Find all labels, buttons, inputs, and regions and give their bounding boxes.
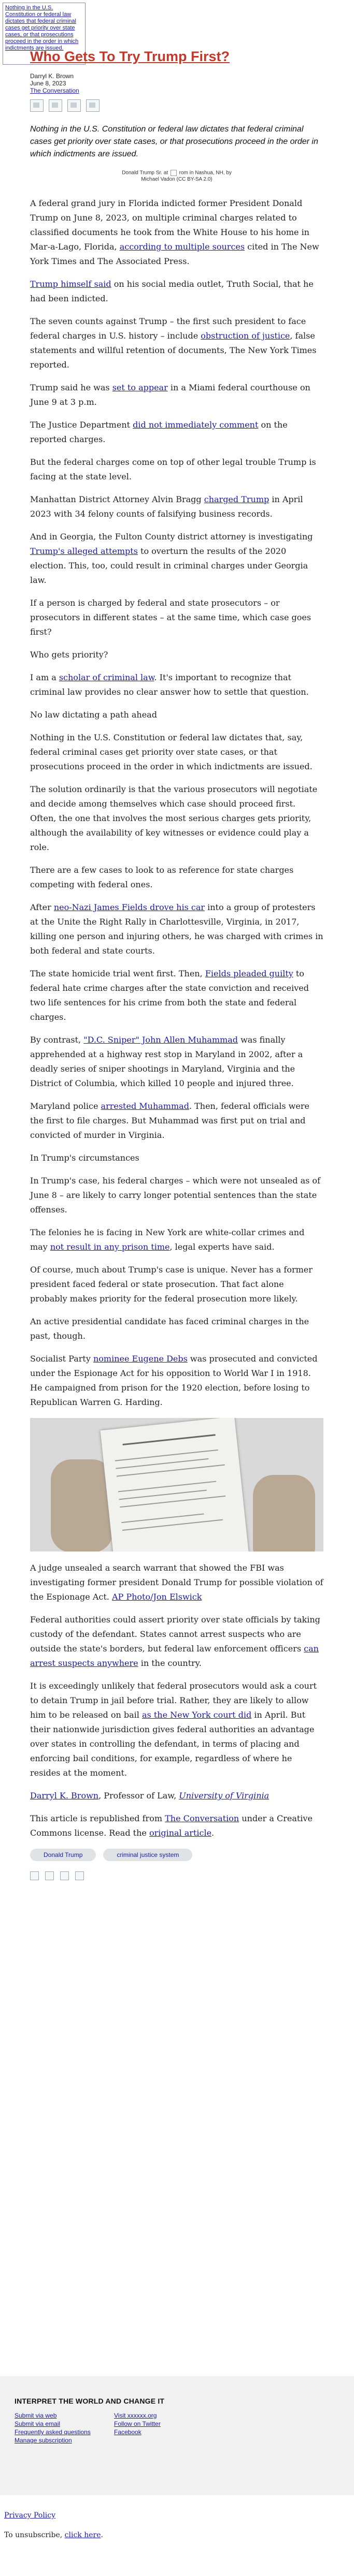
source-link[interactable]: The Conversation: [30, 87, 79, 94]
paragraph: Maryland police arrested Muhammad. Then, federal officials were the first to file charges. But Muhammad was first put on trial and convicted of murder in Virginia.: [30, 1101, 309, 1140]
paragraph: But the federal charges come on top of other legal trouble Trump is facing at the state level.: [30, 457, 316, 481]
paragraph: Trump said he was set to appear in a Miami federal courthouse on June 9 at 3 p.m.: [30, 382, 310, 407]
author-bio-link[interactable]: Darryl K. Brown: [30, 1790, 99, 1801]
paragraph: Manhattan District Attorney Alvin Bragg charged Trump in April 2023 with 34 felony counts of falsifying business records.: [30, 494, 303, 519]
paragraph: The felonies he is facing in New York are white-collar crimes and may not result in any prison time, legal experts have said.: [30, 1227, 305, 1252]
paragraph: Trump himself said on his social media outlet, Truth Social, that he had been indicted.: [30, 279, 314, 303]
caption-prefix: Donald Trump Sr. at: [122, 170, 168, 176]
paragraph: Federal authorities could assert priority over state officials by taking custody of the defendant. States cannot arrest suspects who are outside the state's borders, but federal law enforcement officers can arrest suspects anywhere in the country.: [30, 1614, 320, 1668]
article: [30, 48, 323, 1880]
article-summary: Nothing in the U.S. Constitution or federal law dictates that federal criminal cases get priority over state cases, or that prosecutions proceed in the order in which indictments are issued.: [30, 125, 318, 158]
footer: [0, 2376, 354, 2495]
inline-link[interactable]: Fields pleaded guilty: [205, 968, 293, 978]
inline-link[interactable]: scholar of criminal law: [59, 672, 154, 682]
paragraph: And in Georgia, the Fulton County district attorney is investigating Trump's alleged attempts to overturn the results of the 2020 election. This, too, could result in criminal charges under Georgia law.: [30, 531, 313, 585]
paragraph: It is exceedingly unlikely that federal prosecutors would ask a court to detain Trump in jail before trial. Rather, they are likely to allow him to be released on bail as the New York court did in April. But their nationwide jurisdiction gives federal authorities an advantage over states in controlling the defendant, in terms of placing and enforcing bail conditions, for example, regardless of where he resides at the moment.: [30, 1680, 317, 1778]
paragraph: The Justice Department did not immediately comment on the reported charges.: [30, 419, 288, 444]
privacy-policy-link[interactable]: Privacy Policy: [4, 2511, 56, 2520]
article-body-2: [30, 1613, 323, 1780]
inline-link[interactable]: set to appear: [112, 382, 168, 392]
warrant-document: [101, 1418, 250, 1552]
footer-link[interactable]: Facebook: [114, 2428, 141, 2436]
broken-image-icon: [171, 170, 177, 176]
footer-link[interactable]: Visit xxxxxx.org: [114, 2412, 157, 2419]
inline-link[interactable]: Trump himself said: [30, 279, 111, 289]
legal: Privacy Policy To unsubscribe, click here.: [4, 2511, 103, 2539]
hero-image-placeholder[interactable]: Nothing in the U.S. Constitution or federal law dictates that federal criminal cases get priority over state cases, or that prosecutions proceed in the order in which indictments are issued.: [3, 3, 86, 65]
footer-heading: INTERPRET THE WORLD AND CHANGE IT: [15, 2397, 165, 2405]
author-name: Darryl K. Brown: [30, 72, 74, 80]
paragraph: In Trump's case, his federal charges – which were not unsealed as of June 8 – are likely to carry longer potential sentences than the state offenses.: [30, 1175, 320, 1214]
paragraph: There are a few cases to look to as reference for state charges competing with federal ones.: [30, 865, 294, 889]
paragraph: The state homicide trial went first. Then, Fields pleaded guilty to federal hate crime charges after the state conviction and received two life sentences for his crime from both the state and federal charges.: [30, 968, 309, 1022]
figure-caption: A judge unsealed a search warrant that showed the FBI was investigating former president Donald Trump for possible violation of the Espionage Act. AP Photo/Jon Elswick: [30, 1562, 323, 1602]
paragraph: Of course, much about Trump's case is unique. Never has a former president faced federal or state prosecution. That fact alone probably makes priority for the federal prosecution more likely.: [30, 1264, 313, 1304]
paragraph: By contrast, "D.C. Sniper" John Allen Muhammad was finally apprehended at a highway rest stop in Maryland in 2002, after a deadly series of sniper shootings in Maryland, Virginia and the District of Columbia, which killed 10 people and injured three.: [30, 1034, 303, 1088]
inline-link[interactable]: charged Trump: [204, 494, 270, 504]
byline: [30, 72, 323, 94]
paragraph: An active presidential candidate has faced criminal charges in the past, though.: [30, 1316, 309, 1341]
original-article-link[interactable]: original article: [149, 1827, 212, 1838]
inline-link[interactable]: according to multiple sources: [119, 241, 245, 252]
caption-credit: Michael Vadon (CC BY-SA 2.0): [141, 176, 213, 182]
author-bio: Darryl K. Brown, Professor of Law, University of Virginia: [30, 1790, 270, 1801]
paragraph: The solution ordinarily is that the various prosecutors will negotiate and decide among themselves which case should proceed first. Often, the one that involves the most serious charges gets priority, although the availability of key witnesses or evidence could play a role.: [30, 784, 318, 852]
hand-left: [51, 1459, 113, 1552]
share-facebook-icon[interactable]: [45, 1871, 54, 1880]
conversation-link[interactable]: The Conversation: [165, 1813, 239, 1823]
footer-link[interactable]: Manage subscription: [15, 2437, 72, 2444]
photo-caption: [94, 170, 260, 183]
republish-note: This article is republished from The Conversation under a Creative Commons license. Read the original article.: [30, 1813, 313, 1838]
unsubscribe-link[interactable]: click here: [64, 2531, 101, 2539]
search-warrant-photo: [30, 1418, 323, 1552]
inline-link[interactable]: obstruction of justice: [201, 330, 290, 341]
footer-left-links: [15, 2411, 91, 2445]
inline-link[interactable]: "D.C. Sniper" John Allen Muhammad: [83, 1034, 238, 1045]
photo-credit-link[interactable]: AP Photo/Jon Elswick: [111, 1591, 202, 1602]
share-bar-bottom: [30, 1871, 323, 1880]
paragraph: Socialist Party nominee Eugene Debs was prosecuted and convicted under the Espionage Act for his opposition to World War I in 1918. He campaigned from prison for the 1920 election, before losing to Republican Warren G. Harding.: [30, 1353, 318, 1407]
paragraph: In Trump's circumstances: [30, 1152, 139, 1163]
tag-donald-trump[interactable]: Donald Trump: [30, 1849, 96, 1861]
share-linkedin-icon[interactable]: [75, 1871, 84, 1880]
share-email-icon[interactable]: [30, 99, 44, 112]
paragraph: I am a scholar of criminal law. It's important to recognize that criminal law provides no clear answer how to settle that question.: [30, 672, 309, 697]
footer-link[interactable]: Frequently asked questions: [15, 2428, 91, 2436]
inline-link[interactable]: nominee Eugene Debs: [93, 1353, 188, 1364]
paragraph: A federal grand jury in Florida indicted former President Donald Trump on June 8, 2023, on multiple criminal charges related to classified documents he took from the White House to his home in Mar-a-Lago, Florida, according to multiple sources cited in The New York Times and The Associated Press.: [30, 198, 319, 266]
tag-criminal-justice[interactable]: criminal justice system: [103, 1849, 192, 1861]
footer-link[interactable]: Submit via web: [15, 2412, 57, 2419]
share-twitter-icon[interactable]: [67, 99, 81, 112]
tag-list: [30, 1849, 323, 1861]
caption-middle: rom in Nashua, NH, by: [179, 170, 232, 176]
inline-link[interactable]: can arrest suspects anywhere: [30, 1643, 319, 1668]
inline-link[interactable]: did not immediately comment: [133, 419, 259, 430]
footer-right-links: [114, 2411, 161, 2436]
paragraph: No law dictating a path ahead: [30, 709, 157, 720]
share-email-icon[interactable]: [30, 1871, 39, 1880]
footer-link[interactable]: Submit via email: [15, 2420, 61, 2427]
paragraph: Who gets priority?: [30, 649, 108, 660]
inline-link[interactable]: Trump's alleged attempts: [30, 546, 138, 556]
share-facebook-icon[interactable]: [49, 99, 62, 112]
share-twitter-icon[interactable]: [60, 1871, 69, 1880]
paragraph: The seven counts against Trump – the first such president to face federal charges in U.S. history – include obstruction of justice, false statements and willful retention of documents, The New York Times reported.: [30, 316, 317, 370]
inline-link[interactable]: neo-Nazi James Fields drove his car: [53, 902, 205, 912]
paragraph: After neo-Nazi James Fields drove his car into a group of protesters at the Unite the Right Rally in Charlottesville, Virginia, in 2017, killing one person and injuring others, he was charged with crimes in both federal and state courts.: [30, 902, 323, 956]
footer-link[interactable]: Follow on Twitter: [114, 2420, 161, 2427]
paragraph: Nothing in the U.S. Constitution or federal law dictates that, say, federal criminal cases get priority over state cases, or that prosecutions proceed in the order in which indictments are issued.: [30, 732, 313, 771]
share-linkedin-icon[interactable]: [86, 99, 100, 112]
inline-link[interactable]: not result in any prison time: [50, 1241, 170, 1252]
inline-link[interactable]: as the New York court did: [142, 1709, 252, 1720]
article-body: [30, 196, 323, 1410]
publish-date: June 8, 2023: [30, 80, 66, 87]
hand-right: [253, 1475, 315, 1552]
university-link[interactable]: University of Virginia: [179, 1790, 270, 1801]
paragraph: If a person is charged by federal and state prosecutors – or prosecutors in different states – at the same time, which case goes first?: [30, 597, 311, 637]
headline[interactable]: Who Gets To Try Trump First?: [30, 49, 230, 64]
inline-link[interactable]: arrested Muhammad: [101, 1101, 189, 1111]
share-bar: [30, 99, 323, 112]
